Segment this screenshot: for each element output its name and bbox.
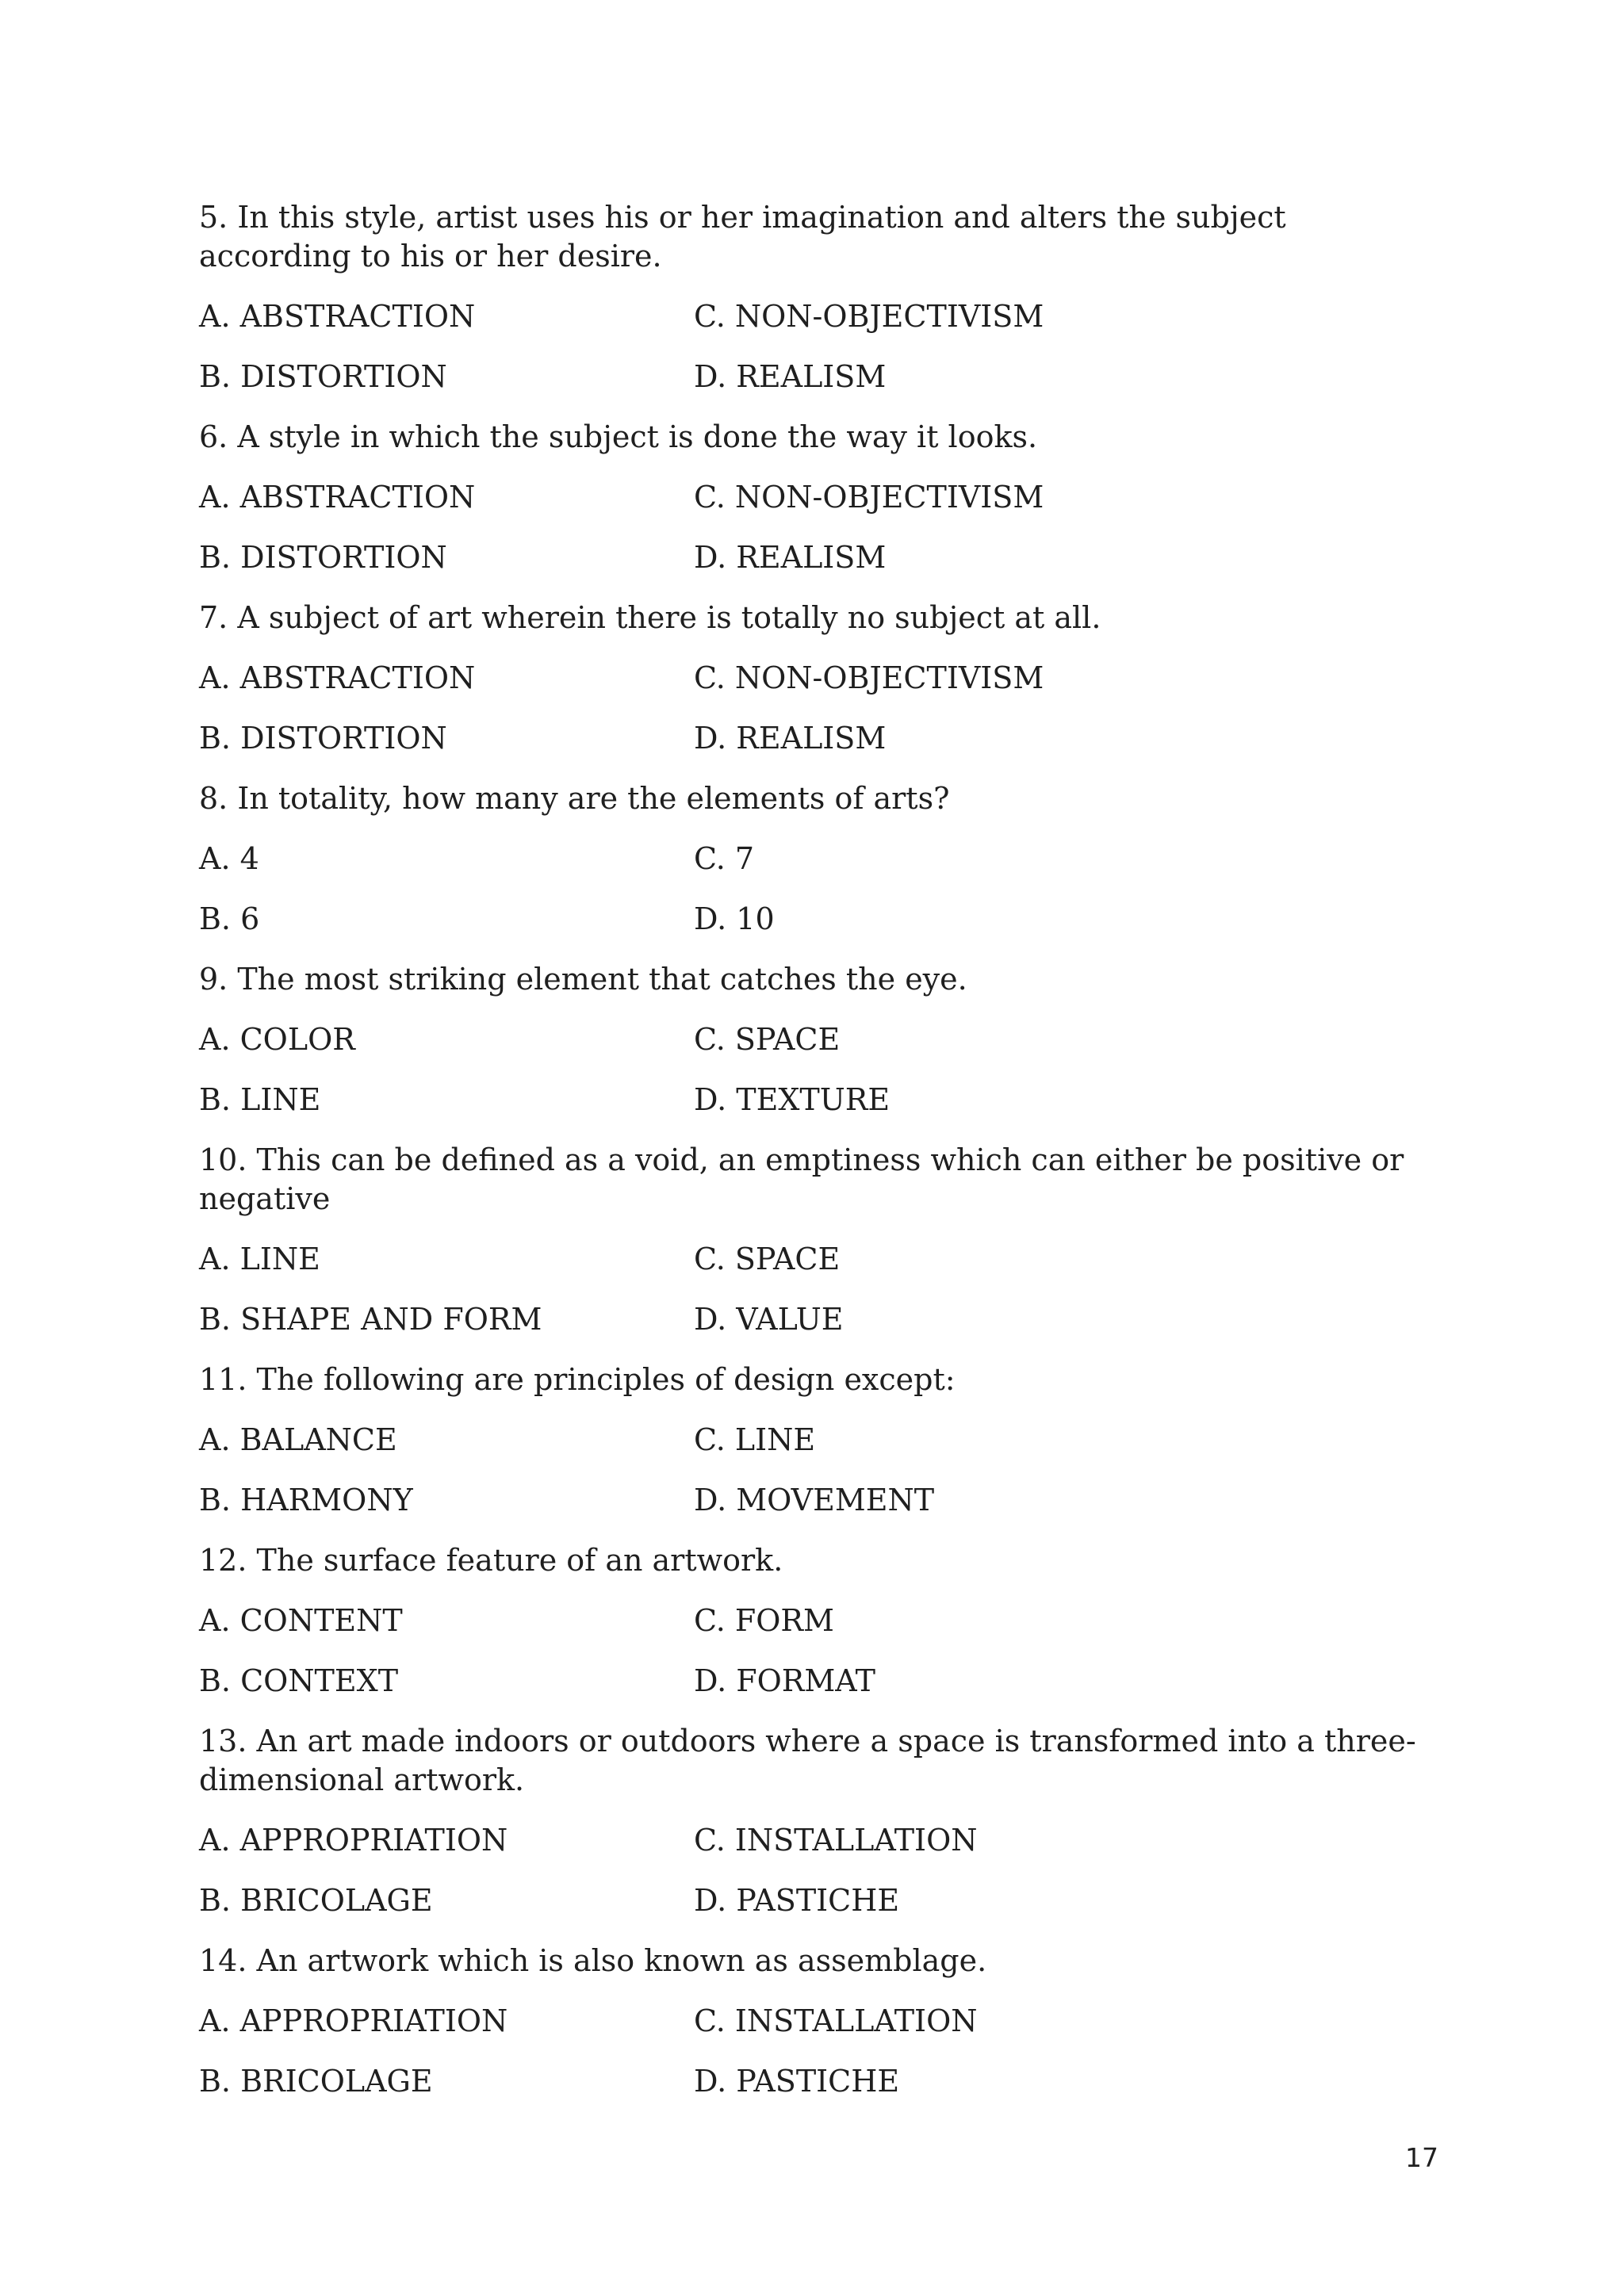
choice-row (199, 1421, 1436, 1460)
question-text: 12. The surface feature of an artwork. (199, 1543, 783, 1578)
choice-row (199, 2002, 1436, 2041)
choice-option: A. APPROPRIATION (199, 1823, 508, 1858)
question-list (199, 198, 1436, 2122)
choice-option: B. SHAPE AND FORM (199, 1302, 542, 1337)
choice-option: C. INSTALLATION (694, 1823, 978, 1858)
question-text: 14. An artwork which is also known as assemblage. (199, 1943, 987, 1978)
choice-row (199, 1240, 1436, 1279)
choice-option: B. LINE (199, 1082, 321, 1117)
choice-option: B. 6 (199, 901, 260, 936)
choice-option: D. REALISM (694, 540, 887, 575)
choice-option: D. 10 (694, 901, 775, 936)
choice-option: B. BRICOLAGE (199, 2064, 433, 2099)
question-block (199, 1942, 1436, 2101)
choice-option: B. BRICOLAGE (199, 1883, 433, 1918)
choice-option: C. FORM (694, 1603, 834, 1638)
choice-row (199, 1601, 1436, 1640)
choice-row (199, 1821, 1436, 1860)
question-block (199, 599, 1436, 758)
question-block (199, 418, 1436, 577)
choice-option: C. SPACE (694, 1242, 841, 1276)
choice-row (199, 1481, 1436, 1520)
choice-option: C. 7 (694, 841, 755, 876)
choice-option: A. COLOR (199, 1022, 355, 1057)
choice-option: B. DISTORTION (199, 540, 447, 575)
choice-option: B. CONTEXT (199, 1663, 399, 1698)
question-text: 10. This can be defined as a void, an emptiness which can either be positive or negative (199, 1142, 1404, 1216)
choice-option: C. INSTALLATION (694, 2003, 978, 2038)
choice-option: A. ABSTRACTION (199, 660, 476, 695)
choice-option: D. REALISM (694, 359, 887, 394)
choice-option: D. PASTICHE (694, 2064, 900, 2099)
choice-option: D. MOVEMENT (694, 1483, 935, 1517)
choice-option: D. VALUE (694, 1302, 844, 1337)
question-block (199, 960, 1436, 1119)
question-text: 11. The following are principles of design except: (199, 1362, 956, 1397)
choice-option: A. 4 (199, 841, 259, 876)
question-block (199, 1541, 1436, 1701)
choice-row (199, 297, 1436, 336)
question-text: 8. In totality, how many are the elements of arts? (199, 781, 950, 816)
choice-row (199, 358, 1436, 396)
choice-option: D. FORMAT (694, 1663, 876, 1698)
question-block (199, 198, 1436, 396)
choice-option: A. BALANCE (199, 1422, 397, 1457)
choice-option: A. ABSTRACTION (199, 480, 476, 515)
choice-option: C. LINE (694, 1422, 816, 1457)
choice-option: C. NON-OBJECTIVISM (694, 299, 1044, 334)
question-text: 9. The most striking element that catches the eye. (199, 962, 967, 997)
question-text: 13. An art made indoors or outdoors where a space is transformed into a three-dimensional artwork. (199, 1724, 1416, 1797)
choice-option: A. APPROPRIATION (199, 2003, 508, 2038)
choice-option: C. NON-OBJECTIVISM (694, 480, 1044, 515)
choice-option: C. SPACE (694, 1022, 841, 1057)
choice-row (199, 1081, 1436, 1119)
choice-option: B. DISTORTION (199, 721, 447, 756)
choice-option: D. PASTICHE (694, 1883, 900, 1918)
choice-option: A. CONTENT (199, 1603, 403, 1638)
choice-row (199, 1020, 1436, 1059)
question-block (199, 1722, 1436, 1920)
choice-option: C. NON-OBJECTIVISM (694, 660, 1044, 695)
choice-row (199, 719, 1436, 758)
choice-row (199, 1881, 1436, 1920)
choice-row (199, 1300, 1436, 1339)
choice-row (199, 478, 1436, 517)
choice-option: D. REALISM (694, 721, 887, 756)
choice-option: A. ABSTRACTION (199, 299, 476, 334)
choice-row (199, 840, 1436, 878)
question-text: 5. In this style, artist uses his or her imagination and alters the subject according to his or her desire. (199, 200, 1286, 274)
choice-row (199, 1662, 1436, 1701)
question-block (199, 779, 1436, 939)
choice-row (199, 2062, 1436, 2101)
question-block (199, 1141, 1436, 1339)
choice-option: D. TEXTURE (694, 1082, 891, 1117)
choice-option: A. LINE (199, 1242, 320, 1276)
question-block (199, 1360, 1436, 1520)
choice-row (199, 659, 1436, 698)
page-number: 17 (1405, 2142, 1438, 2173)
question-text: 7. A subject of art wherein there is totally no subject at all. (199, 600, 1101, 635)
question-text: 6. A style in which the subject is done the way it looks. (199, 419, 1038, 454)
choice-row (199, 538, 1436, 577)
choice-option: B. HARMONY (199, 1483, 413, 1517)
choice-option: B. DISTORTION (199, 359, 447, 394)
choice-row (199, 900, 1436, 939)
